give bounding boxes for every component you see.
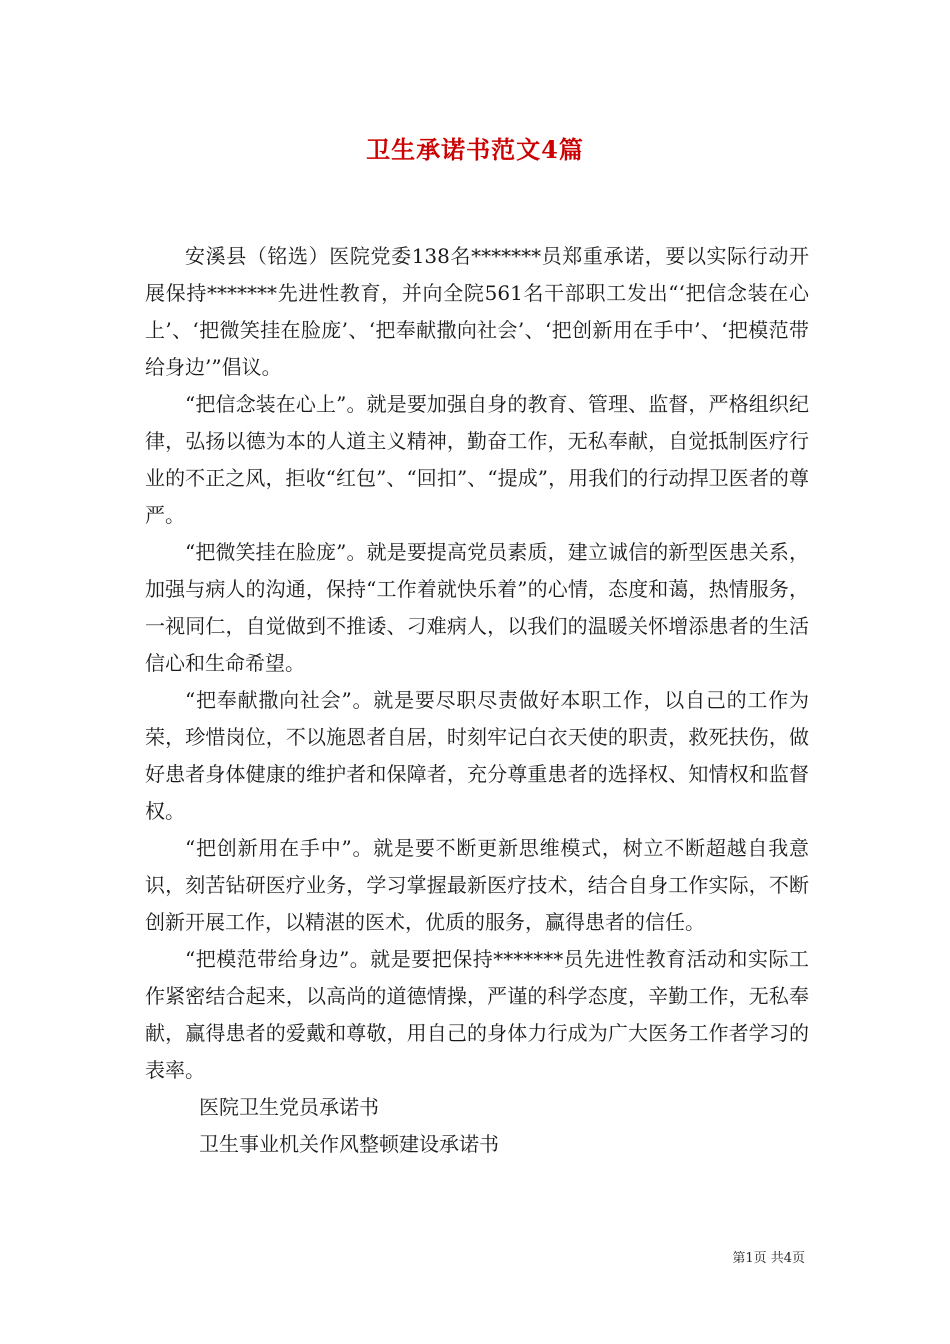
- paragraph: “把信念装在心上”。就是要加强自身的教育、管理、监督，严格组织纪律，弘扬以德为本的人道主义精神，勤奋工作，无私奉献，自觉抵制医疗行业的不正之风，拒收“红包”、“回扣”、“提成”，用我们的行动捍卫医者的尊严。: [145, 392, 809, 527]
- paragraph: “把奉献撒向社会”。就是要尽职尽责做好本职工作，以自己的工作为荣，珍惜岗位，不以施恩者自居，时刻牢记白衣天使的职责，救死扶伤，做好患者身体健康的维护者和保障者，充分尊重患者的选择权、知情权和监督权。: [145, 688, 809, 823]
- document-body: [145, 238, 809, 1163]
- paragraph: “把创新用在手中”。就是要不断更新思维模式，树立不断超越自我意识，刻苦钻研医疗业务，学习掌握最新医疗技术，结合自身工作实际，不断创新开展工作，以精湛的医术，优质的服务，赢得患者的信任。: [145, 836, 809, 934]
- paragraph: “把微笑挂在脸庞”。就是要提高党员素质，建立诚信的新型医患关系，加强与病人的沟通，保持“工作着就快乐着”的心情，态度和蔼，热情服务，一视同仁，自觉做到不推诿、刁难病人，以我们的温暖关怀增添患者的生活信心和生命希望。: [145, 540, 809, 675]
- related-title: 卫生事业机关作风整顿建设承诺书: [199, 1132, 499, 1156]
- related-title: 医院卫生党员承诺书: [199, 1095, 379, 1119]
- paragraph: 安溪县（铭选）医院党委138名*******员郑重承诺，要以实际行动开展保持*******先进性教育，并向全院561名干部职工发出“‘把信念装在心上’、‘把微笑挂在脸庞’、‘把奉献撒向社会’、‘把创新用在手中’、‘把模范带给身边’”倡议。: [145, 244, 809, 379]
- paragraph: “把模范带给身边”。就是要把保持*******员先进性教育活动和实际工作紧密结合起来，以高尚的道德情操，严谨的科学态度，辛勤工作，无私奉献，赢得患者的爱戴和尊敬，用自己的身体力行成为广大医务工作者学习的表率。: [145, 947, 809, 1082]
- document-title: 卫生承诺书范文4篇: [366, 135, 584, 164]
- page-number: 第1页 共4页: [732, 1251, 805, 1266]
